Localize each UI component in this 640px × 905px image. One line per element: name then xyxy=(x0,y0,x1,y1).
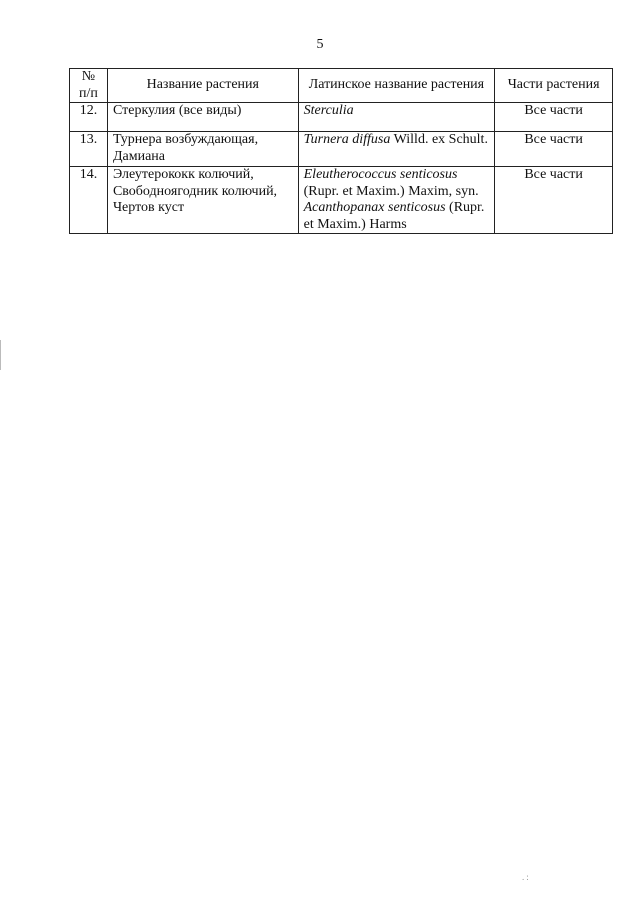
latin-name xyxy=(298,132,495,167)
scan-edge-mark xyxy=(0,340,1,370)
scan-dots: .: xyxy=(522,872,531,882)
plant-name: Элеутерококк колючий, Свободноягодник колючий, Чертов куст xyxy=(107,167,298,234)
plant-parts: Все части xyxy=(495,167,613,234)
header-name: Название растения xyxy=(107,69,298,103)
row-number: 14. xyxy=(70,167,108,234)
latin-name-roman-part: (Rupr. et Maxim.) Maxim, syn. xyxy=(303,183,479,199)
latin-name-italic-part: Eleutherococcus senticosus xyxy=(303,167,458,182)
header-parts: Части растения xyxy=(495,69,613,103)
latin-name-italic-part: Turnera diffusa xyxy=(303,132,391,147)
plant-parts: Все части xyxy=(495,132,613,167)
latin-name-italic-part: Acanthopanax senticosus xyxy=(303,200,446,215)
page-number: 5 xyxy=(316,37,324,52)
latin-name-roman-part: (Rupr. et Maxim.) Harms xyxy=(303,200,485,232)
plant-name: Турнера возбуждающая, Дамиана xyxy=(107,132,298,167)
latin-name-italic-part: Sterculia xyxy=(303,103,354,118)
row-number: 13. xyxy=(70,132,108,167)
table-row xyxy=(70,132,613,167)
table-row xyxy=(70,103,613,132)
latin-name-roman-part: Willd. ex Schult. xyxy=(390,132,488,147)
plants-table xyxy=(69,68,613,234)
plant-parts: Все части xyxy=(495,103,613,132)
header-num: № п/п xyxy=(70,69,108,103)
row-number: 12. xyxy=(70,103,108,132)
latin-name xyxy=(298,103,495,132)
table-row xyxy=(70,167,613,234)
latin-name xyxy=(298,167,495,234)
plant-name: Стеркулия (все виды) xyxy=(107,103,298,132)
header-latin: Латинское название растения xyxy=(298,69,495,103)
table-header-row xyxy=(70,69,613,103)
